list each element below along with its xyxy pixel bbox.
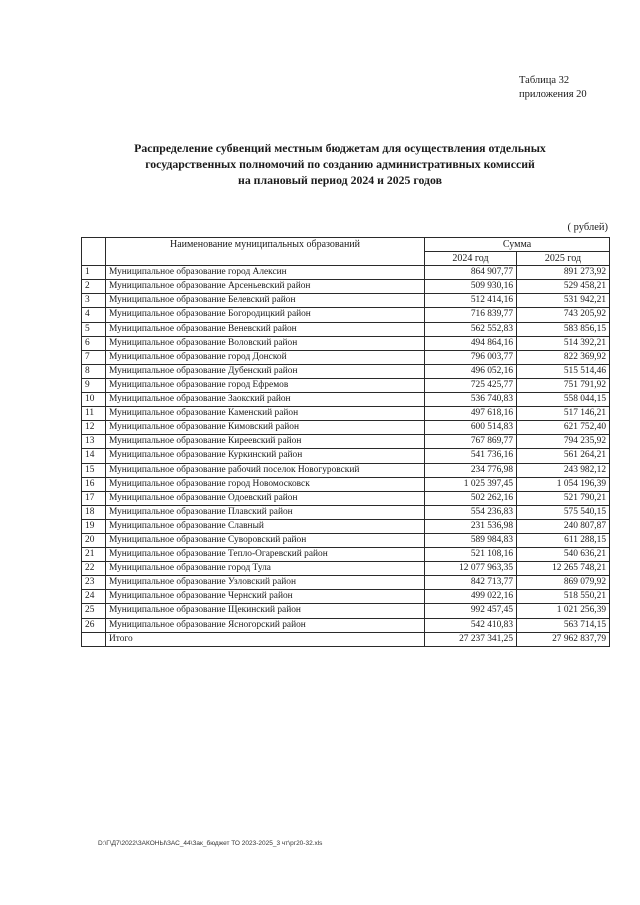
row-number: 14 xyxy=(82,449,106,463)
units-label: ( рублей) xyxy=(567,222,608,233)
table-row xyxy=(82,618,610,632)
header-year-2025: 2025 год xyxy=(517,252,610,266)
row-number: 10 xyxy=(82,393,106,407)
row-value-2024: 502 262,16 xyxy=(425,491,517,505)
row-value-2025: 243 982,12 xyxy=(517,463,610,477)
table-row xyxy=(82,266,610,280)
header-year-2024: 2024 год xyxy=(425,252,517,266)
table-row xyxy=(82,407,610,421)
row-name: Муниципальное образование Ясногорский район xyxy=(106,618,425,632)
title-line-3: на плановый период 2024 и 2025 годов xyxy=(238,173,442,187)
row-value-2025: 563 714,15 xyxy=(517,618,610,632)
table-row xyxy=(82,449,610,463)
row-number: 12 xyxy=(82,421,106,435)
row-value-2025: 531 942,21 xyxy=(517,294,610,308)
table-row xyxy=(82,322,610,336)
row-value-2024: 796 003,77 xyxy=(425,350,517,364)
table-number: Таблица 32 xyxy=(519,75,570,86)
row-value-2025: 521 790,21 xyxy=(517,491,610,505)
row-value-2025: 869 079,92 xyxy=(517,576,610,590)
total-2024: 27 237 341,25 xyxy=(425,632,517,646)
row-value-2024: 12 077 963,35 xyxy=(425,562,517,576)
row-name: Муниципальное образование Чернский район xyxy=(106,590,425,604)
row-number: 21 xyxy=(82,548,106,562)
row-value-2025: 891 273,92 xyxy=(517,266,610,280)
row-value-2024: 542 410,83 xyxy=(425,618,517,632)
row-value-2025: 575 540,15 xyxy=(517,505,610,519)
row-value-2024: 494 864,16 xyxy=(425,336,517,350)
row-value-2024: 234 776,98 xyxy=(425,463,517,477)
table-row xyxy=(82,463,610,477)
row-number: 22 xyxy=(82,562,106,576)
row-value-2024: 767 869,77 xyxy=(425,435,517,449)
row-name: Муниципальное образование город Ефремов xyxy=(106,378,425,392)
table-row xyxy=(82,562,610,576)
row-number: 16 xyxy=(82,477,106,491)
header-sum: Сумма xyxy=(425,238,610,252)
row-number: 26 xyxy=(82,618,106,632)
row-value-2025: 558 044,15 xyxy=(517,393,610,407)
row-value-2025: 822 369,92 xyxy=(517,350,610,364)
document-title xyxy=(100,140,580,188)
row-value-2025: 529 458,21 xyxy=(517,280,610,294)
row-value-2025: 518 550,21 xyxy=(517,590,610,604)
row-name: Муниципальное образование город Тула xyxy=(106,562,425,576)
row-name: Муниципальное образование Воловский район xyxy=(106,336,425,350)
row-name: Муниципальное образование Куркинский район xyxy=(106,449,425,463)
row-number: 25 xyxy=(82,604,106,618)
header-number-cell xyxy=(82,238,106,266)
subvention-table xyxy=(81,237,610,647)
row-value-2025: 514 392,21 xyxy=(517,336,610,350)
table-row xyxy=(82,294,610,308)
row-value-2025: 240 807,87 xyxy=(517,519,610,533)
row-value-2024: 554 236,83 xyxy=(425,505,517,519)
total-row xyxy=(82,632,610,646)
row-value-2024: 512 414,16 xyxy=(425,294,517,308)
table-row xyxy=(82,590,610,604)
row-value-2025: 517 146,21 xyxy=(517,407,610,421)
row-number: 1 xyxy=(82,266,106,280)
row-name: Муниципальное образование Белевский район xyxy=(106,294,425,308)
table-row xyxy=(82,378,610,392)
table-reference xyxy=(519,74,619,102)
row-name: Муниципальное образование Арсеньевский район xyxy=(106,280,425,294)
table-row xyxy=(82,421,610,435)
row-value-2024: 589 984,83 xyxy=(425,533,517,547)
table-row xyxy=(82,604,610,618)
title-line-2: государственных полномочий по созданию административных комиссий xyxy=(145,157,535,171)
row-name: Муниципальное образование город Донской xyxy=(106,350,425,364)
row-number: 17 xyxy=(82,491,106,505)
total-label: Итого xyxy=(106,632,425,646)
table-row xyxy=(82,350,610,364)
row-value-2024: 499 022,16 xyxy=(425,590,517,604)
table-row xyxy=(82,505,610,519)
row-name: Муниципальное образование Веневский район xyxy=(106,322,425,336)
row-number: 19 xyxy=(82,519,106,533)
row-value-2025: 12 265 748,21 xyxy=(517,562,610,576)
row-name: Муниципальное образование город Новомосковск xyxy=(106,477,425,491)
table-row xyxy=(82,533,610,547)
table-row xyxy=(82,576,610,590)
row-value-2024: 725 425,77 xyxy=(425,378,517,392)
table-row xyxy=(82,393,610,407)
header-name: Наименование муниципальных образований xyxy=(106,238,425,266)
table-row xyxy=(82,336,610,350)
row-value-2024: 541 736,16 xyxy=(425,449,517,463)
row-name: Муниципальное образование Славный xyxy=(106,519,425,533)
row-name: Муниципальное образование Богородицкий район xyxy=(106,308,425,322)
row-number: 15 xyxy=(82,463,106,477)
row-value-2025: 583 856,15 xyxy=(517,322,610,336)
row-value-2024: 842 713,77 xyxy=(425,576,517,590)
row-name: Муниципальное образование рабочий поселок Новогуровский xyxy=(106,463,425,477)
row-number: 4 xyxy=(82,308,106,322)
file-path: D:\Г\Д7\2022\ЗАКОНЫ\ЗАС_44\Зак_бюджет ТО 2023-2025_3 чт\рг20-32.xls xyxy=(98,840,323,847)
row-value-2025: 1 054 196,39 xyxy=(517,477,610,491)
row-value-2024: 496 052,16 xyxy=(425,364,517,378)
row-number: 7 xyxy=(82,350,106,364)
row-name: Муниципальное образование Каменский район xyxy=(106,407,425,421)
row-name: Муниципальное образование Киреевский район xyxy=(106,435,425,449)
row-number: 3 xyxy=(82,294,106,308)
row-value-2025: 794 235,92 xyxy=(517,435,610,449)
row-number: 5 xyxy=(82,322,106,336)
table-row xyxy=(82,477,610,491)
row-value-2024: 1 025 397,45 xyxy=(425,477,517,491)
row-value-2024: 536 740,83 xyxy=(425,393,517,407)
table-row xyxy=(82,491,610,505)
row-name: Муниципальное образование Суворовский район xyxy=(106,533,425,547)
row-number: 2 xyxy=(82,280,106,294)
row-number: 23 xyxy=(82,576,106,590)
table-row xyxy=(82,364,610,378)
row-value-2025: 621 752,40 xyxy=(517,421,610,435)
table-row xyxy=(82,308,610,322)
row-number: 24 xyxy=(82,590,106,604)
row-name: Муниципальное образование Щекинский район xyxy=(106,604,425,618)
row-value-2024: 864 907,77 xyxy=(425,266,517,280)
total-number-cell xyxy=(82,632,106,646)
row-value-2025: 743 205,92 xyxy=(517,308,610,322)
row-number: 18 xyxy=(82,505,106,519)
row-number: 6 xyxy=(82,336,106,350)
row-value-2025: 751 791,92 xyxy=(517,378,610,392)
title-line-1: Распределение субвенций местным бюджетам для осуществления отдельных xyxy=(134,141,546,155)
row-value-2025: 561 264,21 xyxy=(517,449,610,463)
row-value-2025: 611 288,15 xyxy=(517,533,610,547)
row-value-2024: 600 514,83 xyxy=(425,421,517,435)
row-name: Муниципальное образование Узловский район xyxy=(106,576,425,590)
row-value-2024: 716 839,77 xyxy=(425,308,517,322)
row-value-2024: 562 552,83 xyxy=(425,322,517,336)
row-name: Муниципальное образование Плавский район xyxy=(106,505,425,519)
total-2025: 27 962 837,79 xyxy=(517,632,610,646)
row-value-2024: 521 108,16 xyxy=(425,548,517,562)
row-name: Муниципальное образование Заокский район xyxy=(106,393,425,407)
row-name: Муниципальное образование Одоевский район xyxy=(106,491,425,505)
row-name: Муниципальное образование Тепло-Огаревский район xyxy=(106,548,425,562)
row-number: 13 xyxy=(82,435,106,449)
table-row xyxy=(82,435,610,449)
row-number: 8 xyxy=(82,364,106,378)
row-number: 9 xyxy=(82,378,106,392)
row-value-2025: 1 021 256,39 xyxy=(517,604,610,618)
row-value-2025: 540 636,21 xyxy=(517,548,610,562)
row-value-2024: 497 618,16 xyxy=(425,407,517,421)
row-value-2024: 509 930,16 xyxy=(425,280,517,294)
appendix-number: приложения 20 xyxy=(519,89,587,100)
row-number: 11 xyxy=(82,407,106,421)
row-name: Муниципальное образование Дубенский район xyxy=(106,364,425,378)
table-row xyxy=(82,519,610,533)
table-row xyxy=(82,548,610,562)
row-value-2025: 515 514,46 xyxy=(517,364,610,378)
row-value-2024: 992 457,45 xyxy=(425,604,517,618)
table-header xyxy=(82,238,610,266)
row-name: Муниципальное образование город Алексин xyxy=(106,266,425,280)
row-number: 20 xyxy=(82,533,106,547)
row-value-2024: 231 536,98 xyxy=(425,519,517,533)
row-name: Муниципальное образование Кимовский район xyxy=(106,421,425,435)
table-row xyxy=(82,280,610,294)
table-body xyxy=(82,266,610,632)
